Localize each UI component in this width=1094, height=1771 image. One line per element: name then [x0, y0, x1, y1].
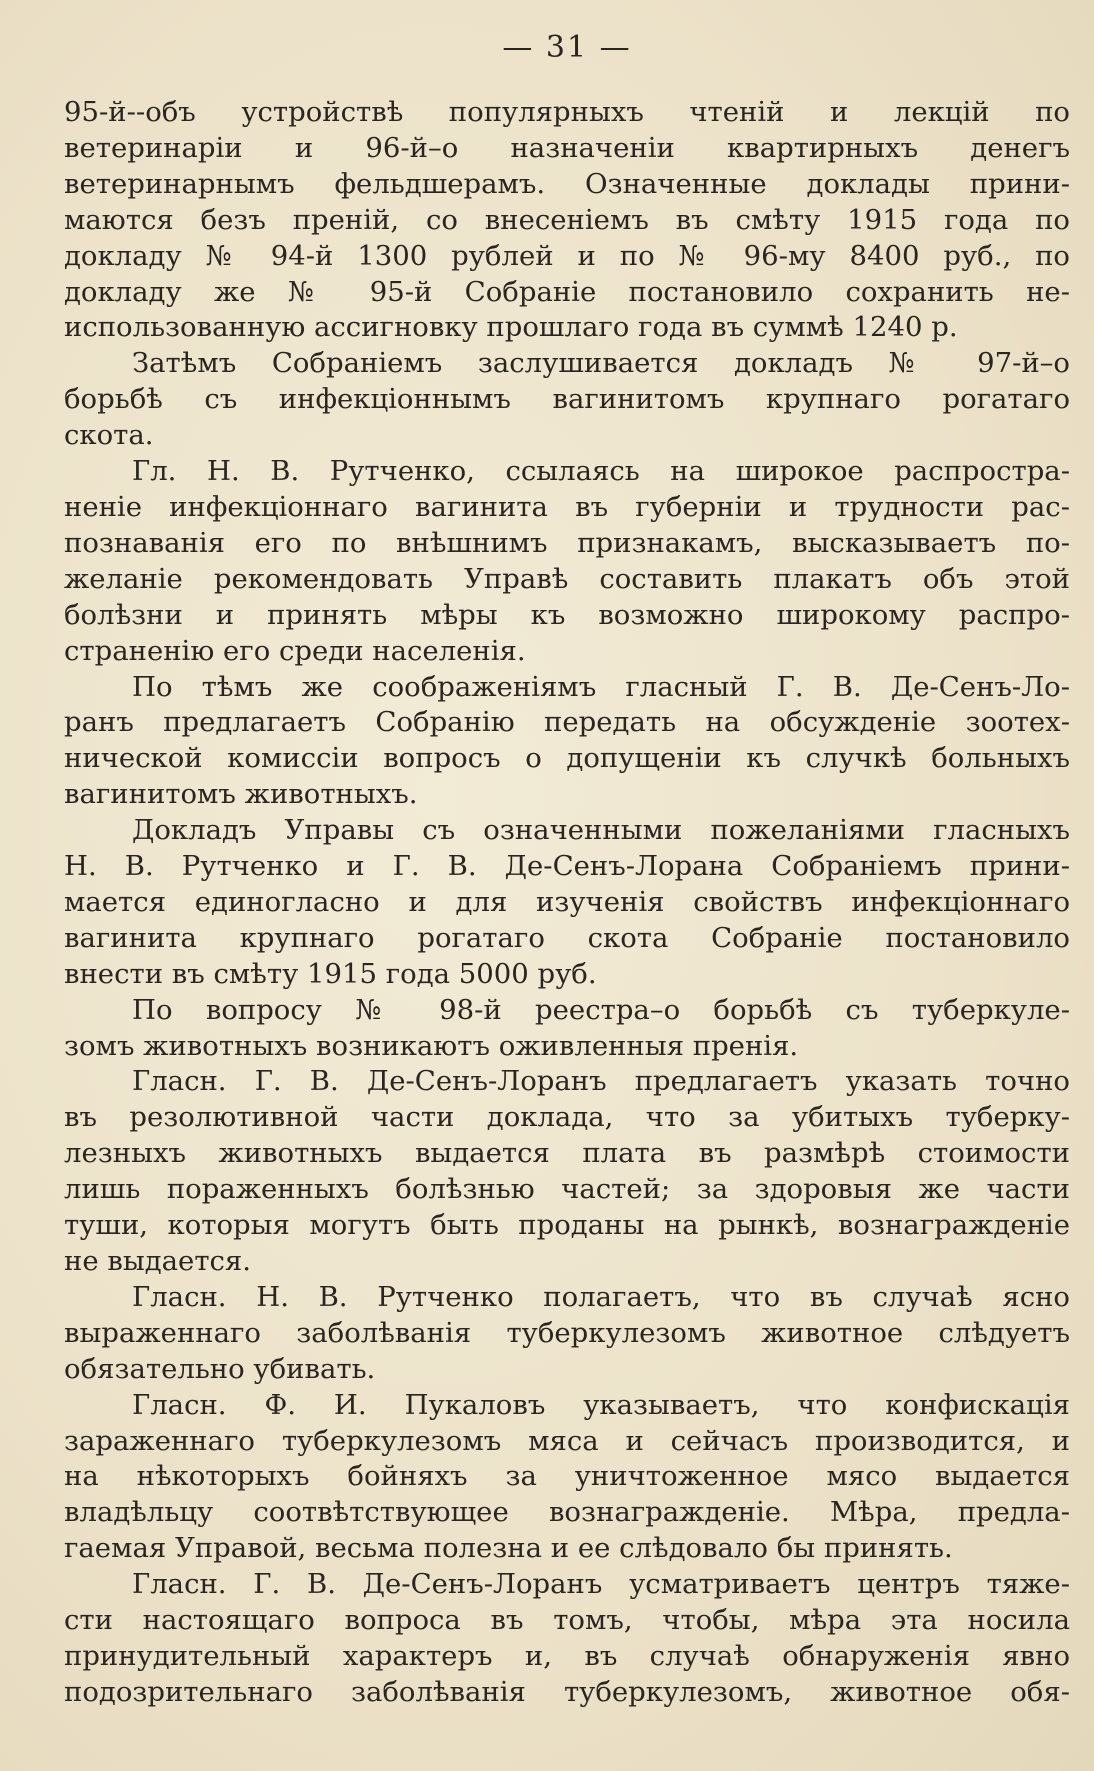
text-line: Гласн. Г. В. Де-Сенъ-Лоранъ предлагаетъ указать точно	[132, 1065, 1070, 1098]
text-line: познаванiя его по внѣшнимъ признакамъ, высказываетъ по-	[64, 526, 1070, 559]
text-line: гаемая Управой, весьма полезна и ее слѣдовало бы принять.	[64, 1532, 953, 1565]
text-line: ненiе инфекцiоннаго вагинита въ губернiи и трудности рас-	[64, 490, 1070, 523]
text-line: не выдается.	[64, 1245, 252, 1277]
text-line: докладу же № 95-й Собранiе постановило сохранить не-	[64, 275, 1070, 308]
text-line: вагинита крупнаго рогатаго скота Собранiе постановило	[64, 921, 1070, 954]
text-line: сти настоящаго вопроса въ томъ, чтобы, мѣра эта носила	[64, 1604, 1070, 1637]
text-line: борьбѣ съ инфекцiоннымъ вагинитомъ крупнаго рогатаго	[64, 383, 1070, 416]
text-line: подозрительнаго заболѣванiя туберкулезомъ, животное обя-	[64, 1675, 1070, 1708]
text-line: нической комиссiи вопросъ о допущенiи къ случкѣ больныхъ	[64, 742, 1070, 775]
text-line: выраженнаго заболѣванiя туберкулезомъ животное слѣдуетъ	[64, 1316, 1070, 1349]
body-text	[64, 95, 1070, 1711]
page-number: — 31 —	[502, 30, 632, 65]
text-line: Гл. Н. В. Рутченко, ссылаясь на широкое распростра-	[132, 455, 1070, 488]
text-line: владѣльцу соотвѣтствующее вознагражденiе. Мѣра, предла-	[64, 1496, 1070, 1529]
text-line: Гласн. Ф. И. Пукаловъ указываетъ, что конфискацiя	[132, 1388, 1070, 1421]
text-line: лишь пораженныхъ болѣзнью частей; за здоровыя же части	[64, 1173, 1070, 1206]
text-line: въ резолютивной части доклада, что за убитыхъ туберку-	[64, 1101, 1070, 1134]
text-line: вагинитомъ животныхъ.	[64, 778, 418, 811]
text-line: использованную ассигновку прошлаго года въ суммѣ 1240 р.	[64, 311, 958, 344]
text-line: на нѣкоторыхъ бойняхъ за уничтоженное мясо выдается	[64, 1460, 1070, 1493]
text-line: болѣзни и принять мѣры къ возможно широкому распро-	[64, 598, 1070, 631]
text-line: ветеринарiи и 96-й–о назначенiи квартирныхъ денегъ	[64, 131, 1070, 164]
text-line: ветеринарнымъ фельдшерамъ. Означенные доклады прини-	[64, 167, 1070, 200]
text-line: обязательно убивать.	[64, 1352, 376, 1385]
text-line: зараженнаго туберкулезомъ мяса и сейчасъ производится, и	[64, 1424, 1070, 1457]
text-line: лезныхъ животныхъ выдается плата въ размѣрѣ стоимости	[64, 1137, 1070, 1170]
text-line: внести въ смѣту 1915 года 5000 руб.	[64, 957, 597, 990]
text-line: По тѣмъ же соображенiямъ гласный Г. В. Де-Сенъ-Ло-	[132, 670, 1070, 703]
text-line: Н. В. Рутченко и Г. В. Де-Сенъ-Лорана Собранiемъ прини-	[64, 850, 1070, 883]
text-line: 95-й--объ устройствѣ популярныхъ чтенiй и лекцiй по	[64, 96, 1070, 128]
text-line: По вопросу № 98-й реестра–о борьбѣ съ туберкуле-	[132, 993, 1070, 1026]
text-line: желанiе рекомендовать Управѣ составить плакатъ объ этой	[64, 562, 1070, 595]
text-line: туши, которыя могутъ быть проданы на рынкѣ, вознагражденiе	[64, 1209, 1070, 1242]
text-line: страненiю его среди населенiя.	[64, 634, 526, 667]
text-line: мается единогласно и для изученiя свойствъ инфекцiоннаго	[64, 885, 1070, 918]
text-line: принудительный характеръ и, въ случаѣ обнаруженiя явно	[64, 1639, 1070, 1672]
text-line: Докладъ Управы съ означенными пожеланiями гласныхъ	[132, 814, 1070, 847]
text-line: маются безъ пренiй, со внесенiемъ въ смѣту 1915 года по	[64, 203, 1070, 236]
text-line: Затѣмъ Собранiемъ заслушивается докладъ № 97-й–о	[132, 347, 1070, 380]
text-line: скота.	[64, 419, 154, 452]
text-line: докладу № 94-й 1300 рублей и по № 96-му 8400 руб., по	[64, 239, 1070, 272]
text-line: ранъ предлагаетъ Собранiю передать на обсужденiе зоотех-	[64, 706, 1070, 739]
text-line: Гласн. Н. В. Рутченко полагаетъ, что въ случаѣ ясно	[132, 1280, 1070, 1313]
text-line: Гласн. Г. В. Де-Сенъ-Лоранъ усматриваетъ центръ тяже-	[132, 1568, 1070, 1601]
text-line: зомъ животныхъ возникаютъ оживленныя пренiя.	[64, 1029, 799, 1062]
